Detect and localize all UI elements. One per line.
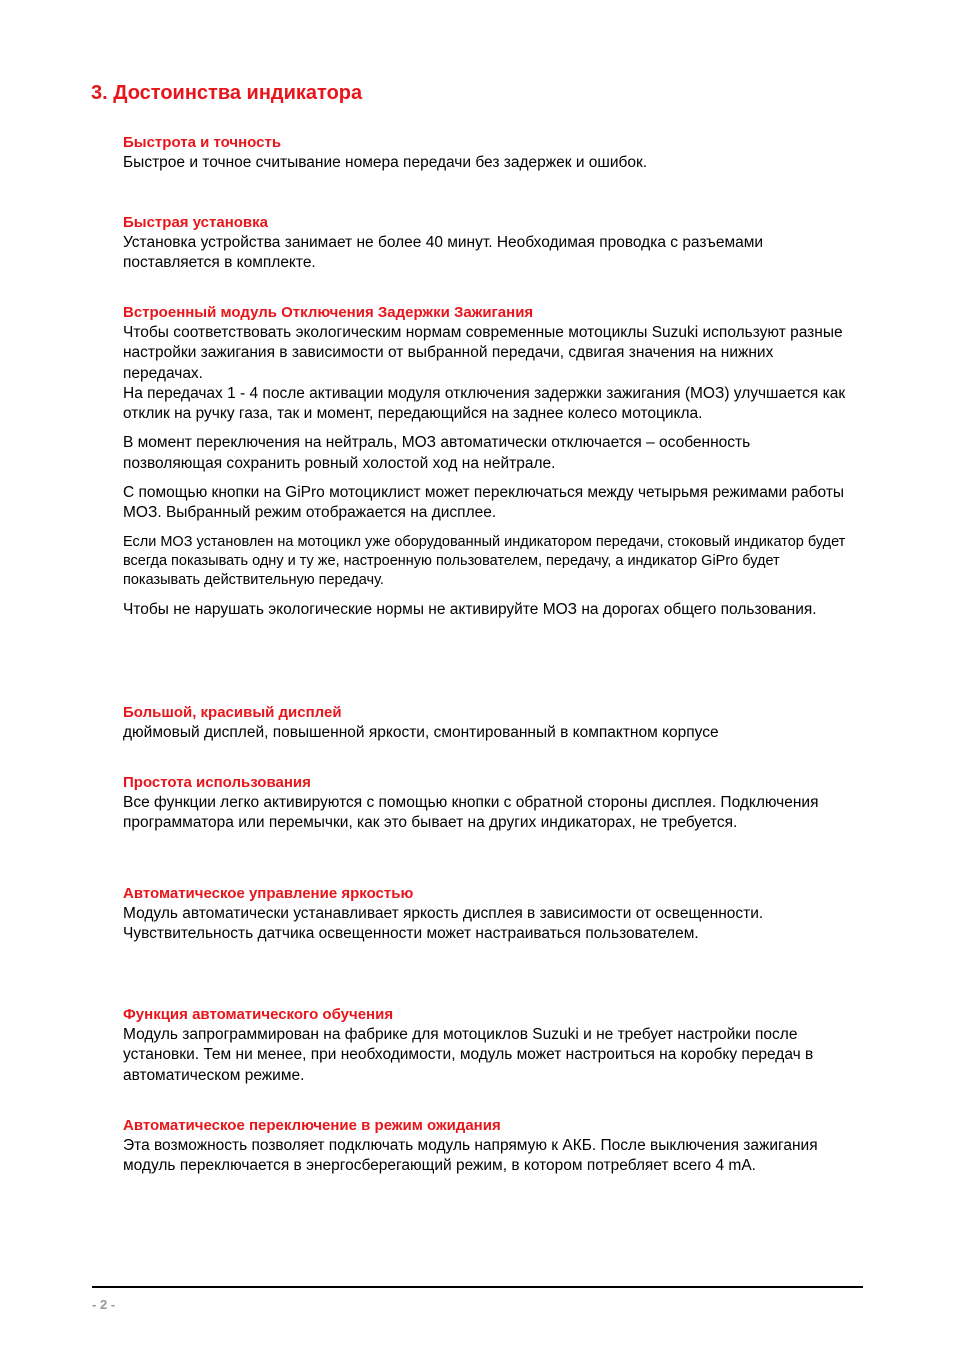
section-title: Функция автоматического обучения [123,1006,394,1023]
section-title: Автоматическое управление яркостью [123,885,414,902]
section-title: Простота использования [123,774,311,791]
section-ignition-module [123,303,853,620]
section-ease-of-use [123,773,853,834]
section-text: Модуль запрограммирован на фабрике для мотоциклов Suzuki и не требует настройки после установки. Тем ни менее, при необходимости, модуль может настроиться на коробку передач в автоматическом режиме. [123,1026,814,1084]
section-text: Быстрое и точное считывание номера передачи без задержек и ошибок. [123,154,648,171]
section-text: Чтобы не нарушать экологические нормы не активируйте МОЗ на дорогах общего пользования. [123,600,817,618]
section-title: Быстрая установка [123,214,268,231]
section-text: Если МОЗ установлен на мотоцикл уже оборудованный индикатором передачи, стоковый индикатор будет всегда показывать одну и ту же, настроенную пользователем, передачу, а индикатор GiPro будет показывать действительную передачу. [123,533,846,589]
section-auto-brightness [123,884,853,945]
section-text: Чтобы соответствовать экологическим нормам современные мотоциклы Suzuki используют разные настройки зажигания в зависимости от выбранной передачи, сдвигая значения на нижних передачах. [123,324,843,382]
section-quick-install [123,213,853,274]
section-text: Установка устройства занимает не более 40 минут. Необходимая проводка с разъемами поставляется в комплекте. [123,234,764,272]
section-text: дюймовый дисплей, повышенной яркости, смонтированный в компактном корпусе [123,724,719,741]
section-text: На передачах 1 - 4 после активации модуля отключения задержки зажигания (МОЗ) улучшается как отклик на ручку газа, так и момент, передающийся на заднее колесо мотоцикла. [123,384,846,423]
section-title: Автоматическое переключение в режим ожидания [123,1117,501,1134]
section-display [123,703,853,743]
section-speed-accuracy [123,133,853,173]
section-standby [123,1116,853,1177]
section-auto-learning [123,1005,853,1086]
section-title: Быстрота и точность [123,134,282,151]
section-text: В момент переключения на нейтраль, МОЗ автоматически отключается – особенность позволяющая сохранить ровный холостой ход на нейтрале. [123,434,751,472]
section-text: С помощью кнопки на GiPro мотоциклист может переключаться между четырьмя режимами работы МОЗ. Выбранный режим отображается на дисплее. [123,484,845,522]
section-text: Все функции легко активируются с помощью кнопки с обратной стороны дисплея. Подключения программатора или перемычки, как это бывает на других индикаторах, не требуется. [123,794,819,832]
section-text: Эта возможность позволяет подключать модуль напрямую к АКБ. После выключения зажигания модуль переключается в энергосберегающий режим, в котором потребляет всего 4 mA. [123,1137,818,1175]
page-number: - 2 - [92,1297,116,1312]
section-text: Модуль автоматически устанавливает яркость дисплея в зависимости от освещенности. Чувствительность датчика освещенности может настраиваться пользователем. [123,905,764,943]
section-title: Большой, красивый дисплей [123,704,342,721]
section-title: Встроенный модуль Отключения Задержки Зажигания [123,304,534,321]
footer-divider [92,1286,863,1288]
page-title: 3. Достоинства индикатора [91,82,363,104]
